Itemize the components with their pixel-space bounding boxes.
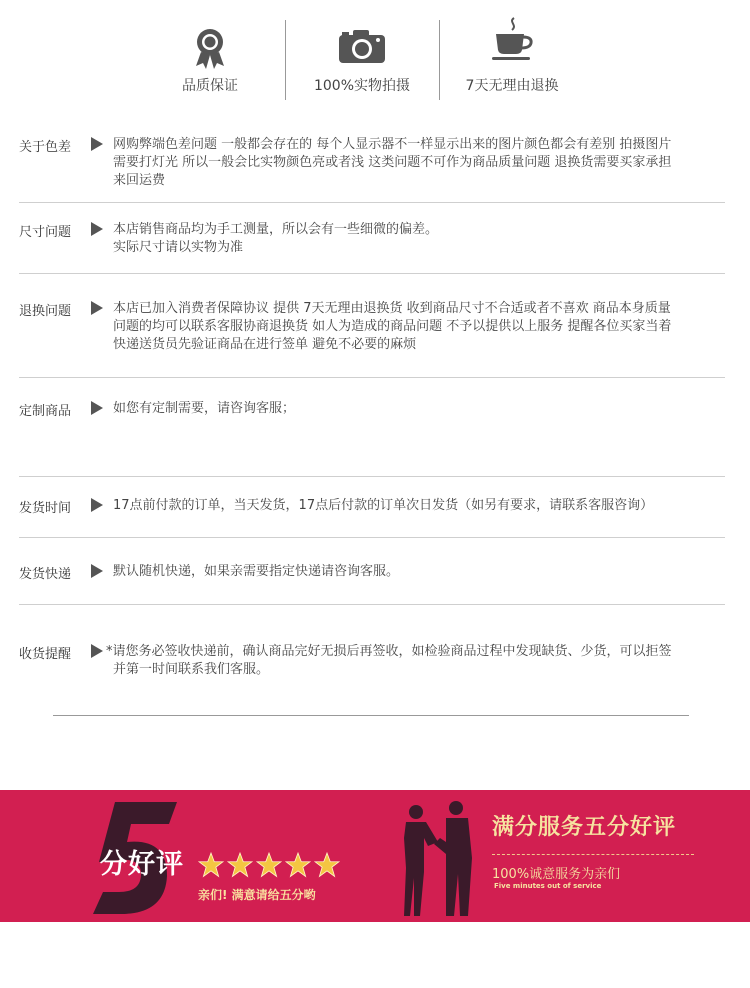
feature-label: 7天无理由退换 [465,78,559,94]
divider [285,20,286,100]
row-label: 收货提醒 [19,647,72,662]
banner-english: Five minutes out of service [494,882,602,890]
rating-word: 分好评 [100,849,184,880]
five-star-banner [0,790,750,922]
feature-real-photo [302,20,422,100]
row-text: *请您务必签收快递前，确认商品完好无损后再签收，如检验商品过程中发现缺货、少货，可以拒签 并第一时间联系我们客服。 [106,644,672,677]
divider [19,476,725,477]
play-arrow-icon [91,644,103,658]
play-arrow-icon [91,137,103,151]
row-text: 如您有定制需要，请咨询客服； [113,401,296,416]
play-arrow-icon [91,564,103,578]
footer-divider [53,715,689,716]
divider [19,273,725,274]
divider [439,20,440,100]
row-label: 关于色差 [19,140,72,155]
star-icon [285,852,311,878]
feature-label: 品质保证 [182,78,238,94]
divider [19,202,725,203]
star-icon [227,852,253,878]
row-text: 网购弊端色差问题 一般都会存在的 每个人显示器不一样显示出来的图片颜色都会有差别 拍摄图片 需要打灯光 所以一般会比实物颜色亮或者浅 这类问题不可作为商品质量问题 退换货需要买家承担 来回运费 [113,137,672,188]
coffee-cup-icon [490,16,534,64]
play-arrow-icon [91,401,103,415]
handshake-silhouette [398,798,478,918]
row-text: 本店已加入消费者保障协议 提供 7天无理由退换货 收到商品尺寸不合适或者不喜欢 商品本身质量 问题的均可以联系客服协商退换货 如人为造成的商品问题 不予以提供以上服务 提醒各位买家当着 快递送货员先验证商品在进行签单 避免不必要的麻烦 [113,301,672,352]
play-arrow-icon [91,498,103,512]
row-label: 退换问题 [19,304,72,319]
star-icon [198,852,224,878]
divider [19,377,725,378]
banner-dashed-line [492,854,694,855]
play-arrow-icon [91,222,103,236]
row-text: 本店销售商品均为手工测量，所以会有一些细微的偏差。 实际尺寸请以实物为准 [113,222,439,255]
row-text: 默认随机快递，如果亲需要指定快递请咨询客服。 [113,564,400,579]
star-icon [314,852,340,878]
divider [19,604,725,605]
star-icon [256,852,282,878]
feature-quality [160,20,260,100]
play-arrow-icon [91,301,103,315]
feature-bar [0,0,750,110]
row-label: 发货时间 [19,501,72,516]
award-ribbon-icon [193,28,227,70]
row-label: 定制商品 [19,404,72,419]
banner-title: 满分服务五分好评 [492,815,677,840]
row-label: 尺寸问题 [19,225,72,240]
row-label: 发货快递 [19,567,72,582]
feature-return [452,20,572,100]
divider [19,537,725,538]
banner-subtitle: 100%诚意服务为亲们 [492,867,621,882]
row-text: 17点前付款的订单，当天发货，17点后付款的订单次日发货（如另有要求，请联系客服咨询） [113,498,654,513]
camera-icon [338,28,386,64]
banner-slogan: 亲们! 满意请给五分哟 [198,888,316,902]
feature-label: 100%实物拍摄 [313,78,411,94]
